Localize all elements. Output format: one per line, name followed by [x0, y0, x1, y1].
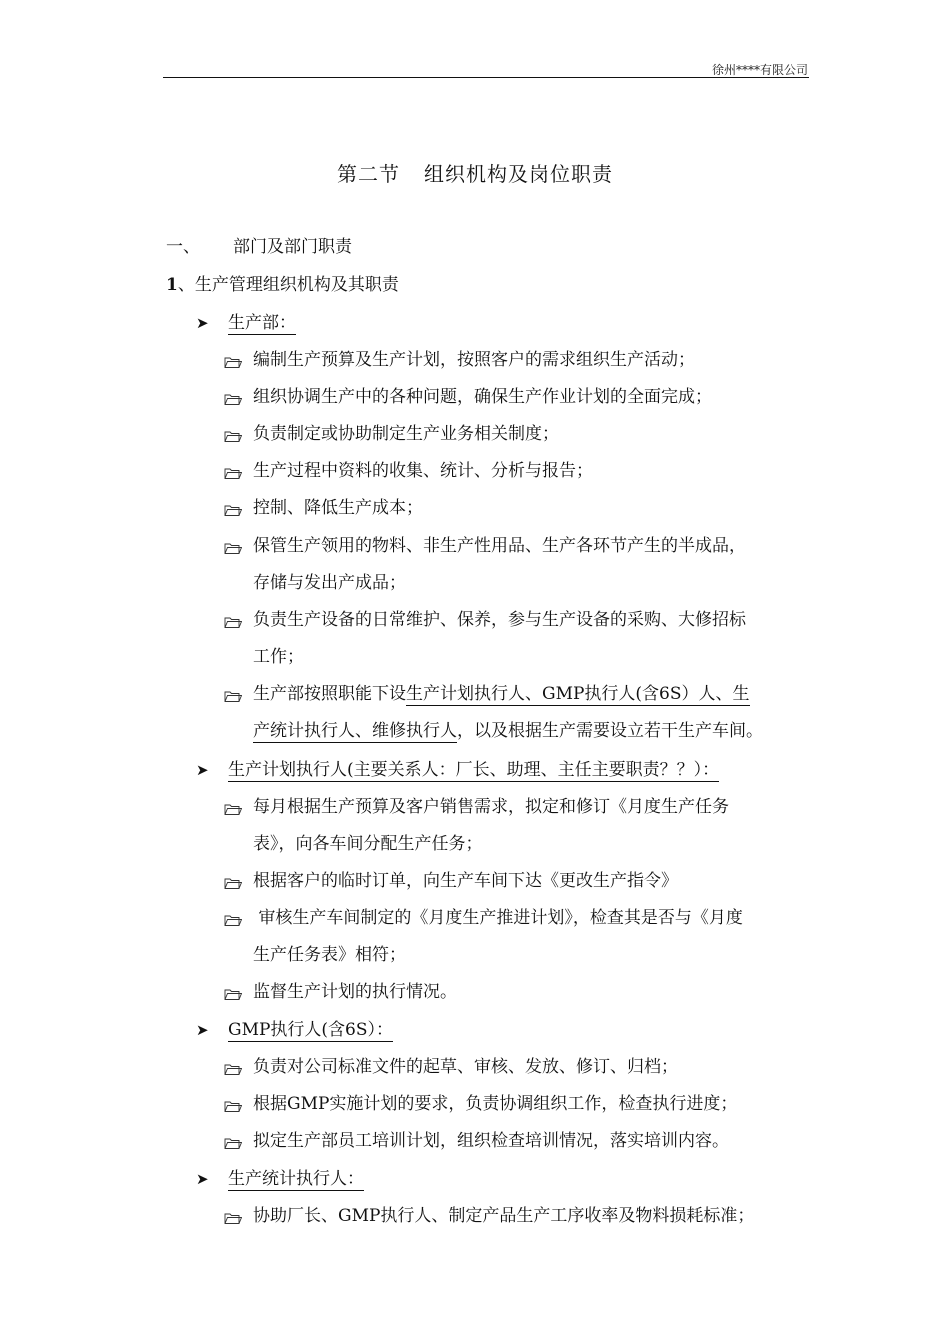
arrow-bullet-icon: ➤ [196, 761, 209, 779]
header-rule [163, 77, 809, 78]
list-item: 协助厂长、GMP执行人、制定产品生产工序收率及物料损耗标准； [224, 1201, 754, 1230]
folder-icon [224, 428, 253, 448]
list-item-continuation: 存储与发出产成品； [253, 573, 406, 593]
list-item: 负责制定或协助制定生产业务相关制度； [224, 419, 559, 448]
section-text: 部门及部门职责 [233, 237, 352, 257]
list-item: 负责对公司标准文件的起草、审核、发放、修订、归档； [224, 1052, 678, 1081]
list-item: 监督生产计划的执行情况。 [224, 977, 457, 1006]
list-item: 控制、降低生产成本； [224, 493, 423, 522]
folder-icon [224, 1098, 253, 1118]
list-item: 审核生产车间制定的《月度生产推进计划》，检查其是否与《月度 [224, 903, 743, 932]
folder-icon [224, 540, 253, 560]
folder-icon [224, 1135, 253, 1155]
page-title [0, 158, 950, 187]
group-heading-production-dept [196, 308, 296, 333]
group-heading-planning-executor [196, 755, 719, 780]
subsection-number: 1 [166, 275, 178, 295]
folder-icon [224, 465, 253, 485]
group-heading-label: GMP执行人(含6S）： [228, 1020, 394, 1040]
folder-icon [224, 502, 253, 522]
arrow-bullet-icon: ➤ [196, 314, 209, 332]
folder-icon [224, 801, 253, 821]
folder-icon [224, 614, 253, 634]
title-section-number: 第二节 [337, 162, 400, 186]
group-heading-label: 生产部： [228, 313, 296, 333]
section-number: 一、 [166, 237, 200, 257]
group-heading-statistics-executor [196, 1164, 364, 1189]
list-item: 生产过程中资料的收集、统计、分析与报告； [224, 456, 593, 485]
folder-icon [224, 912, 253, 932]
list-item: 拟定生产部员工培训计划，组织检查培训情况，落实培训内容。 [224, 1126, 729, 1155]
folder-icon [224, 354, 253, 374]
list-item: 组织协调生产中的各种问题，确保生产作业计划的全面完成； [224, 382, 712, 411]
list-item: 负责生产设备的日常维护、保养，参与生产设备的采购、大修招标 [224, 605, 746, 634]
arrow-bullet-icon: ➤ [196, 1021, 209, 1039]
arrow-bullet-icon: ➤ [196, 1170, 209, 1188]
header-company: 徐州****有限公司 [711, 63, 808, 77]
list-item: 生产部按照职能下设生产计划执行人、GMP执行人(含6S）人、生 [224, 679, 750, 708]
group-heading-gmp-executor [196, 1015, 393, 1040]
list-item: 根据GMP实施计划的要求，负责协调组织工作，检查执行进度； [224, 1089, 737, 1118]
list-item-continuation: 表》，向各车间分配生产任务； [253, 834, 483, 854]
folder-icon [224, 391, 253, 411]
folder-icon [224, 688, 253, 708]
folder-icon [224, 1210, 253, 1230]
list-item: 编制生产预算及生产计划，按照客户的需求组织生产活动； [224, 345, 695, 374]
subsection-heading-1 [166, 270, 399, 295]
group-heading-label: 生产计划执行人(主要关系人：厂长、助理、主任主要职责？？）： [228, 760, 720, 780]
folder-icon [224, 1061, 253, 1081]
folder-icon [224, 986, 253, 1006]
title-text: 组织机构及岗位职责 [424, 162, 613, 186]
list-item-continuation: 生产任务表》相符； [253, 945, 406, 965]
subsection-text: 、生产管理组织机构及其职责 [177, 275, 399, 295]
group-heading-label: 生产统计执行人： [228, 1169, 364, 1189]
list-item: 每月根据生产预算及客户销售需求，拟定和修订《月度生产任务 [224, 792, 729, 821]
list-item-continuation: 产统计执行人、维修执行人，以及根据生产需要设立若干生产车间。 [253, 721, 763, 741]
list-item-continuation: 工作； [253, 647, 304, 667]
list-item: 保管生产领用的物料、非生产性用品、生产各环节产生的半成品， [224, 531, 746, 560]
folder-icon [224, 875, 253, 895]
list-item: 根据客户的临时订单，向生产车间下达《更改生产指令》 [224, 866, 678, 895]
section-heading-1 [166, 232, 352, 257]
